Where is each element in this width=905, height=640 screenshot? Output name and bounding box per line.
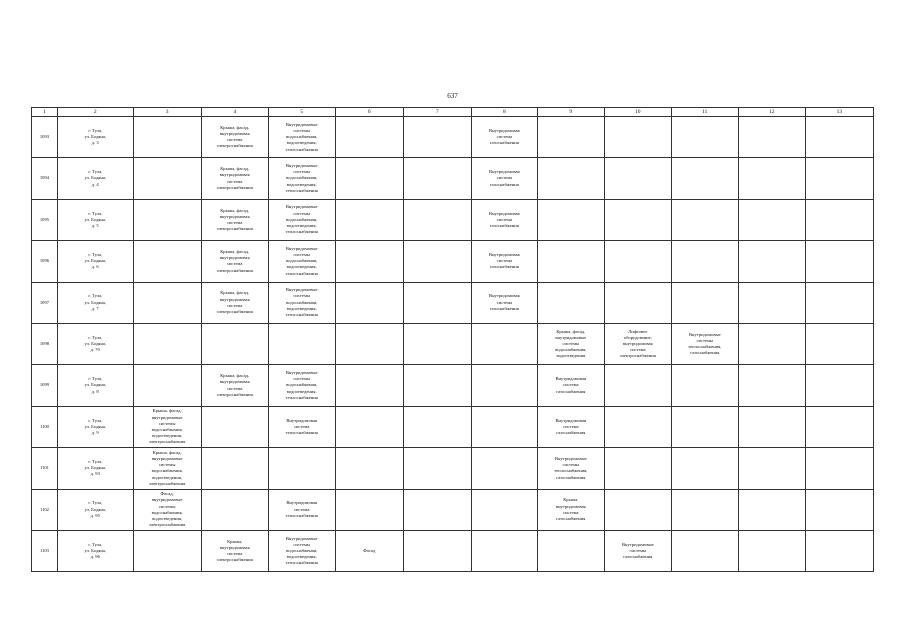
work-cell: Внутридомовые системы теплоснабжения, газоснабжения bbox=[671, 323, 738, 364]
work-cell bbox=[201, 448, 268, 489]
column-header: 9 bbox=[537, 108, 604, 117]
row-number-cell: 1097 bbox=[32, 282, 58, 323]
work-cell bbox=[471, 323, 537, 364]
work-cell: Внутридомовая система газоснабжения bbox=[471, 158, 537, 199]
work-cell bbox=[805, 117, 873, 158]
work-cell bbox=[805, 282, 873, 323]
column-header: 7 bbox=[403, 108, 471, 117]
column-header: 12 bbox=[738, 108, 805, 117]
address-cell: г. Тула, ул. Бодяна, д. 96 bbox=[57, 530, 133, 571]
table-row bbox=[32, 241, 874, 282]
work-cell bbox=[403, 282, 471, 323]
work-cell: Крыша, фасад, внутридомовая система электроснабжения bbox=[201, 158, 268, 199]
column-header: 6 bbox=[335, 108, 403, 117]
works-table bbox=[31, 107, 874, 572]
work-cell bbox=[403, 117, 471, 158]
work-cell bbox=[471, 448, 537, 489]
work-cell bbox=[133, 282, 201, 323]
work-cell bbox=[604, 282, 671, 323]
work-cell bbox=[335, 158, 403, 199]
work-cell bbox=[671, 199, 738, 240]
work-cell bbox=[403, 199, 471, 240]
work-cell bbox=[133, 365, 201, 406]
work-cell bbox=[604, 158, 671, 199]
work-cell bbox=[537, 117, 604, 158]
work-cell bbox=[268, 448, 335, 489]
work-cell bbox=[805, 158, 873, 199]
work-cell bbox=[671, 241, 738, 282]
work-cell bbox=[335, 117, 403, 158]
column-header: 10 bbox=[604, 108, 671, 117]
work-cell bbox=[805, 323, 873, 364]
work-cell bbox=[738, 530, 805, 571]
work-cell bbox=[268, 323, 335, 364]
work-cell bbox=[403, 158, 471, 199]
work-cell bbox=[537, 158, 604, 199]
table-row bbox=[32, 448, 874, 489]
work-cell bbox=[201, 489, 268, 530]
work-cell: Внутридомовая система теплоснабжения bbox=[268, 489, 335, 530]
table-row bbox=[32, 489, 874, 530]
work-cell bbox=[604, 448, 671, 489]
work-cell bbox=[738, 365, 805, 406]
work-cell bbox=[471, 530, 537, 571]
address-cell: г. Тула, ул. Бодяна, д. 95 bbox=[57, 489, 133, 530]
column-header: 1 bbox=[32, 108, 58, 117]
work-cell: Внутридомовые системы теплоснабжения, газоснабжения bbox=[537, 448, 604, 489]
row-number-cell: 1103 bbox=[32, 530, 58, 571]
work-cell bbox=[671, 489, 738, 530]
work-cell bbox=[604, 241, 671, 282]
work-cell bbox=[335, 489, 403, 530]
work-cell bbox=[738, 448, 805, 489]
work-cell bbox=[604, 117, 671, 158]
work-cell bbox=[335, 282, 403, 323]
work-cell bbox=[335, 365, 403, 406]
work-cell bbox=[805, 530, 873, 571]
work-cell: Внутридомовая система газоснабжения bbox=[537, 406, 604, 447]
work-cell bbox=[133, 530, 201, 571]
work-cell bbox=[738, 406, 805, 447]
work-cell bbox=[537, 241, 604, 282]
work-cell bbox=[201, 406, 268, 447]
work-cell bbox=[671, 406, 738, 447]
work-cell: Крыша, фасад, внутридомовая система электроснабжения bbox=[201, 199, 268, 240]
page-number: 637 bbox=[447, 92, 458, 100]
work-cell bbox=[738, 117, 805, 158]
table-row bbox=[32, 199, 874, 240]
work-cell bbox=[805, 448, 873, 489]
work-cell: Внутридомовая система теплоснабжения bbox=[268, 406, 335, 447]
column-header: 13 bbox=[805, 108, 873, 117]
work-cell: Крыша, фасад, внутридомовая система электроснабжения bbox=[201, 117, 268, 158]
work-cell bbox=[403, 365, 471, 406]
table-row bbox=[32, 282, 874, 323]
work-cell: Крыша, фасад, внутридомовые системы водоснабжения, водоотведения, электроснабжения bbox=[133, 406, 201, 447]
address-cell: г. Тула, ул. Бодяна, д. 9 bbox=[57, 406, 133, 447]
row-number-cell: 1095 bbox=[32, 199, 58, 240]
work-cell bbox=[201, 323, 268, 364]
work-cell bbox=[738, 158, 805, 199]
work-cell bbox=[671, 158, 738, 199]
table-row bbox=[32, 117, 874, 158]
column-header: 11 bbox=[671, 108, 738, 117]
work-cell bbox=[335, 448, 403, 489]
address-cell: г. Тула, ул. Бодяна, д. 7 bbox=[57, 282, 133, 323]
address-cell: г. Тула, ул. Бодяна, д. 8 bbox=[57, 365, 133, 406]
work-cell bbox=[805, 489, 873, 530]
work-cell bbox=[403, 530, 471, 571]
work-cell bbox=[403, 489, 471, 530]
work-cell bbox=[805, 365, 873, 406]
work-cell: Лифтовое оборудование, внутридомовая система электроснабжения bbox=[604, 323, 671, 364]
work-cell: Крыша, внутридомовая система газоснабжения bbox=[537, 489, 604, 530]
work-cell: Внутридомовые системы водоснабжения, водоотведения, теплоснабжения bbox=[268, 158, 335, 199]
work-cell bbox=[537, 282, 604, 323]
work-cell bbox=[133, 323, 201, 364]
work-cell bbox=[604, 489, 671, 530]
column-header: 5 bbox=[268, 108, 335, 117]
table-row bbox=[32, 158, 874, 199]
work-cell: Крыша, внутридомовая система электроснабжения bbox=[201, 530, 268, 571]
work-cell: Крыша, фасад, внутридомовая система электроснабжения bbox=[201, 282, 268, 323]
work-cell bbox=[335, 199, 403, 240]
work-cell bbox=[604, 406, 671, 447]
work-cell bbox=[537, 530, 604, 571]
work-cell: Крыша, фасад, внутридомовые системы водоснабжения, водоотведения bbox=[537, 323, 604, 364]
work-cell bbox=[805, 241, 873, 282]
work-cell: Внутридомовые системы водоснабжения, водоотведения, теплоснабжения bbox=[268, 282, 335, 323]
work-cell bbox=[471, 365, 537, 406]
column-header: 4 bbox=[201, 108, 268, 117]
work-cell: Крыша, фасад, внутридомовая система электроснабжения bbox=[201, 241, 268, 282]
row-number-cell: 1099 bbox=[32, 365, 58, 406]
work-cell bbox=[671, 448, 738, 489]
row-number-cell: 1094 bbox=[32, 158, 58, 199]
work-cell bbox=[671, 282, 738, 323]
work-cell: Внутридомовая система газоснабжения bbox=[537, 365, 604, 406]
address-cell: г. Тула, ул. Бодяна, д. 3 bbox=[57, 117, 133, 158]
work-cell: Внутридомовые системы водоснабжения, водоотведения, теплоснабжения bbox=[268, 241, 335, 282]
work-cell bbox=[604, 199, 671, 240]
work-cell: Внутридомовая система газоснабжения bbox=[471, 282, 537, 323]
work-cell bbox=[738, 282, 805, 323]
row-number-cell: 1100 bbox=[32, 406, 58, 447]
work-cell bbox=[471, 406, 537, 447]
column-header: 3 bbox=[133, 108, 201, 117]
work-cell bbox=[738, 199, 805, 240]
work-cell: Внутридомовая система газоснабжения bbox=[471, 117, 537, 158]
work-cell bbox=[403, 323, 471, 364]
work-cell bbox=[133, 158, 201, 199]
table-row bbox=[32, 323, 874, 364]
work-cell bbox=[805, 199, 873, 240]
work-cell: Внутридомовая система газоснабжения bbox=[471, 241, 537, 282]
work-cell: Крыша, фасад, внутридомовая система электроснабжения bbox=[201, 365, 268, 406]
work-cell bbox=[671, 365, 738, 406]
work-cell bbox=[133, 241, 201, 282]
work-cell bbox=[537, 199, 604, 240]
work-cell bbox=[133, 199, 201, 240]
row-number-cell: 1101 bbox=[32, 448, 58, 489]
address-cell: г. Тула, ул. Бодяна, д. 4 bbox=[57, 158, 133, 199]
work-cell bbox=[738, 489, 805, 530]
row-number-cell: 1093 bbox=[32, 117, 58, 158]
table-row bbox=[32, 406, 874, 447]
header-row bbox=[32, 108, 874, 117]
work-cell: Внутридомовая система газоснабжения bbox=[471, 199, 537, 240]
work-cell bbox=[738, 323, 805, 364]
work-cell bbox=[471, 489, 537, 530]
address-cell: г. Тула, ул. Бодяна, д. 6 bbox=[57, 241, 133, 282]
work-cell bbox=[403, 241, 471, 282]
column-header: 2 bbox=[57, 108, 133, 117]
work-cell bbox=[403, 448, 471, 489]
work-cell: Внутридомовые системы водоснабжения, водоотведения, теплоснабжения bbox=[268, 530, 335, 571]
table-row bbox=[32, 365, 874, 406]
work-cell bbox=[335, 323, 403, 364]
work-cell bbox=[671, 530, 738, 571]
work-cell bbox=[335, 406, 403, 447]
work-cell bbox=[805, 406, 873, 447]
row-number-cell: 1102 bbox=[32, 489, 58, 530]
work-cell: Крыша, фасад, внутридомовые системы водоснабжения, водоотведения, электроснабжения bbox=[133, 448, 201, 489]
work-cell bbox=[738, 241, 805, 282]
work-cell bbox=[133, 117, 201, 158]
work-cell bbox=[403, 406, 471, 447]
address-cell: г. Тула, ул. Бодяна, д. 7б bbox=[57, 323, 133, 364]
work-cell: Внутридомовые системы водоснабжения, водоотведения, теплоснабжения bbox=[268, 365, 335, 406]
column-header: 8 bbox=[471, 108, 537, 117]
work-cell bbox=[671, 117, 738, 158]
row-number-cell: 1096 bbox=[32, 241, 58, 282]
table-row bbox=[32, 530, 874, 571]
work-cell: Внутридомовые системы водоснабжения, водоотведения, теплоснабжения bbox=[268, 117, 335, 158]
work-cell bbox=[335, 241, 403, 282]
work-cell bbox=[604, 365, 671, 406]
work-cell: Внутридомовые системы газоснабжения bbox=[604, 530, 671, 571]
row-number-cell: 1098 bbox=[32, 323, 58, 364]
work-cell: Фасад, внутридомовые системы водоснабжения, водоотведения, электроснабжения bbox=[133, 489, 201, 530]
work-cell: Внутридомовые системы водоснабжения, водоотведения, теплоснабжения bbox=[268, 199, 335, 240]
address-cell: г. Тула, ул. Бодяна, д. 93 bbox=[57, 448, 133, 489]
address-cell: г. Тула, ул. Бодяна, д. 5 bbox=[57, 199, 133, 240]
work-cell: Фасад bbox=[335, 530, 403, 571]
